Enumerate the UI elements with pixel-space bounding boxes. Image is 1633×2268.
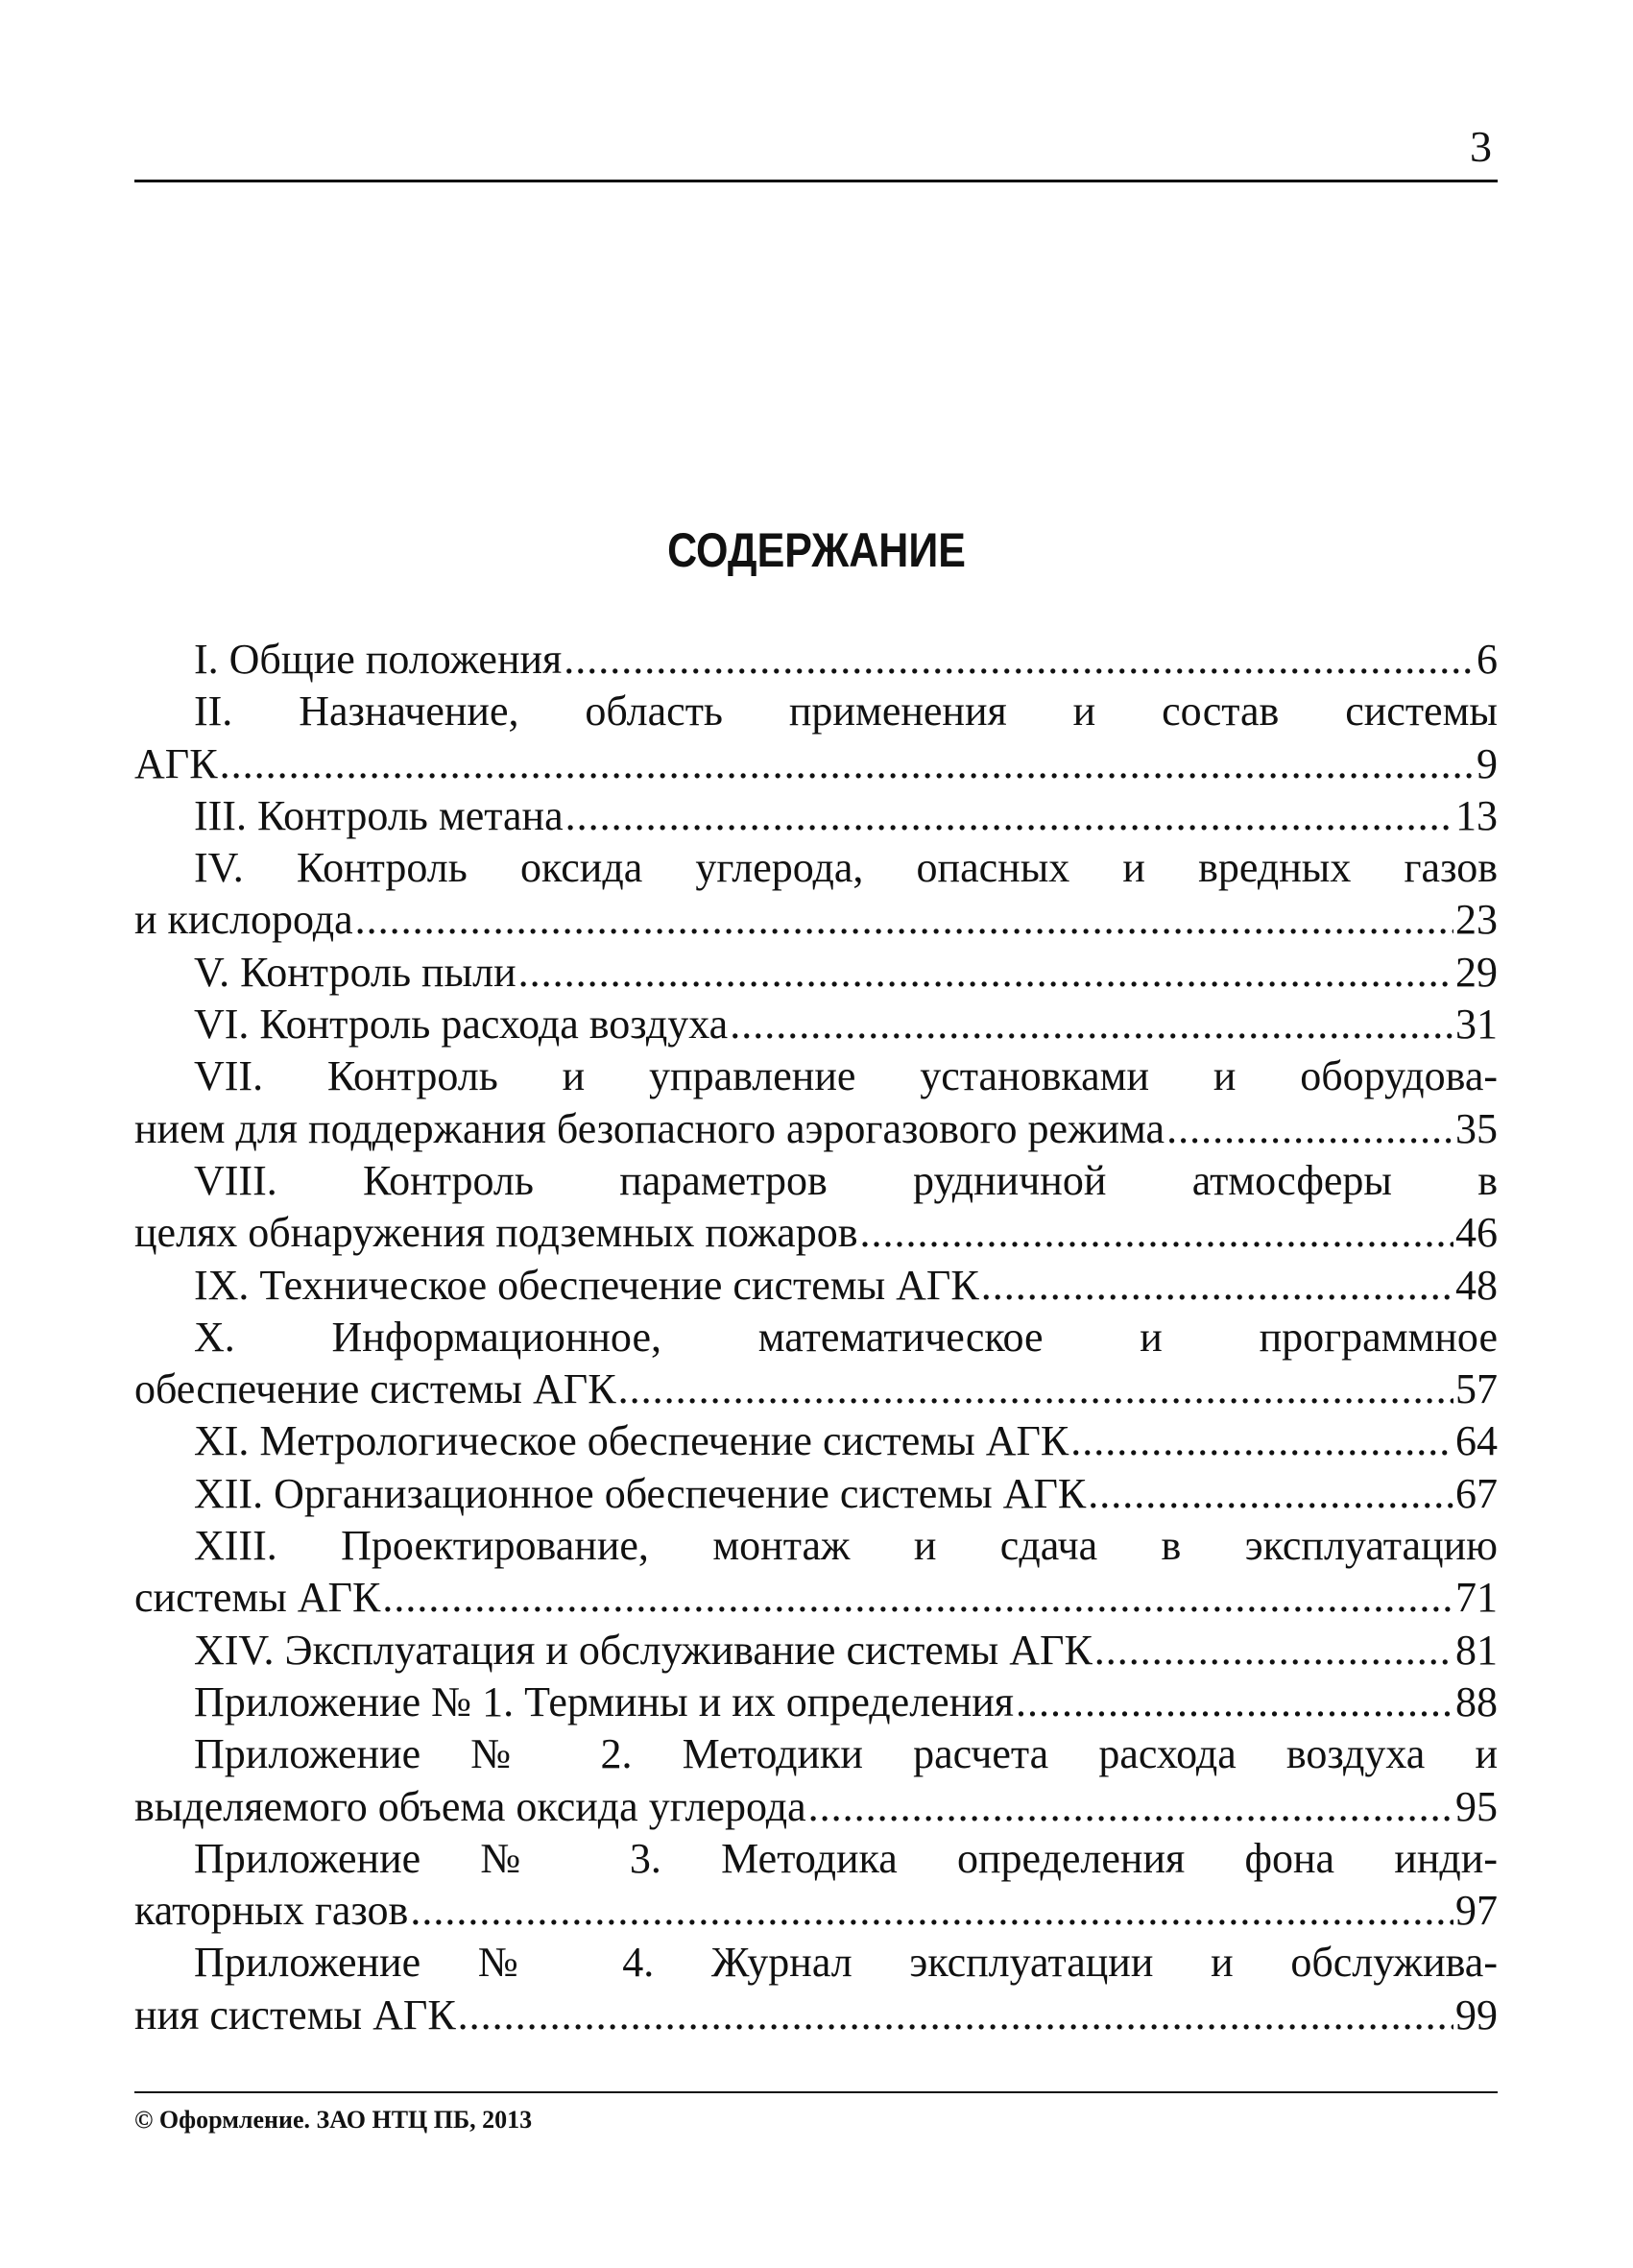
- toc-entry[interactable]: [134, 1260, 1498, 1312]
- dot-leader: [1094, 1625, 1453, 1677]
- toc-entry-line: [134, 947, 1498, 999]
- toc-page-number: 57: [1455, 1365, 1498, 1413]
- dot-leader: [730, 999, 1453, 1050]
- toc-page-number: 13: [1455, 791, 1498, 839]
- page-title: СОДЕРЖАНИЕ: [667, 523, 966, 577]
- toc-entry-title: обеспечение системы АГК: [134, 1365, 616, 1413]
- toc-entry-line: [134, 1625, 1498, 1677]
- toc-entry[interactable]: [134, 947, 1498, 999]
- dot-leader: [518, 947, 1453, 999]
- toc-entry-title: I. Общие положения: [194, 636, 563, 683]
- toc-entry-title: каторных газов: [134, 1887, 409, 1935]
- toc-page-number: 95: [1455, 1782, 1498, 1830]
- toc-entry-title-line: VIII. Контроль параметров рудничной атмосферы в: [194, 1156, 1498, 1204]
- toc-entry-line: [134, 1415, 1498, 1467]
- toc-entry-line: [134, 1885, 1498, 1937]
- dot-leader: [1016, 1677, 1453, 1728]
- toc-entry[interactable]: [134, 790, 1498, 842]
- toc-entry-title: ния системы АГК: [134, 1991, 456, 2039]
- toc-entry-line: [134, 1363, 1498, 1415]
- toc-entry-title-line: Приложение № 4. Журнал эксплуатации и обслужива-: [194, 1939, 1498, 1987]
- dot-leader: [565, 790, 1453, 842]
- toc-page-number: 99: [1455, 1991, 1498, 2039]
- dot-leader: [1070, 1415, 1453, 1467]
- toc-entry-line: [134, 790, 1498, 842]
- toc-page-number: 23: [1455, 896, 1498, 944]
- toc-entry-title-line: IV. Контроль оксида углерода, опасных и вредных газов: [194, 844, 1498, 892]
- table-of-contents: [134, 634, 1498, 2041]
- toc-entry-line: [134, 1468, 1498, 1520]
- toc-page-number: 35: [1455, 1104, 1498, 1152]
- toc-entry[interactable]: [134, 1415, 1498, 1467]
- toc-entry-title: VI. Контроль расхода воздуха: [194, 1001, 729, 1049]
- toc-page-number: 97: [1455, 1887, 1498, 1935]
- dot-leader: [618, 1363, 1453, 1415]
- dot-leader: [859, 1207, 1453, 1259]
- toc-entry-title-line: Приложение № 2. Методики расчета расхода воздуха и: [194, 1730, 1498, 1778]
- toc-entry[interactable]: [134, 1312, 1498, 1416]
- toc-entry-title: XI. Метрологическое обеспечение системы АГК: [194, 1417, 1069, 1465]
- header-rule: [134, 180, 1498, 182]
- toc-entry-title: системы АГК: [134, 1574, 381, 1622]
- footer-rule: [134, 2091, 1498, 2093]
- toc-entry-title: V. Контроль пыли: [194, 948, 516, 996]
- toc-page-number: 71: [1455, 1574, 1498, 1622]
- toc-entry-line: [134, 1572, 1498, 1624]
- toc-entry[interactable]: [134, 634, 1498, 686]
- toc-entry-line: [134, 1781, 1498, 1833]
- toc-entry-line: [134, 1207, 1498, 1259]
- toc-page-number: 64: [1455, 1417, 1498, 1465]
- dot-leader: [1088, 1468, 1453, 1520]
- dot-leader: [1166, 1103, 1453, 1155]
- toc-page-number: 46: [1455, 1209, 1498, 1257]
- toc-entry[interactable]: [134, 1050, 1498, 1155]
- toc-entry-title: выделяемого объема оксида углерода: [134, 1782, 806, 1830]
- dot-leader: [382, 1572, 1453, 1624]
- toc-entry-line: [134, 1260, 1498, 1312]
- dot-leader: [458, 1990, 1453, 2041]
- dot-leader: [355, 894, 1453, 946]
- toc-entry-title: III. Контроль метана: [194, 791, 564, 839]
- toc-entry[interactable]: [134, 1728, 1498, 1833]
- toc-page-number: 81: [1455, 1626, 1498, 1674]
- toc-entry-title-line: VII. Контроль и управление установками и оборудова-: [194, 1052, 1498, 1100]
- toc-page-number: 67: [1455, 1469, 1498, 1517]
- toc-entry[interactable]: [134, 1625, 1498, 1677]
- toc-entry-line: [134, 738, 1498, 790]
- toc-entry-title: АГК: [134, 739, 218, 787]
- toc-entry-line: [134, 999, 1498, 1050]
- toc-page-number: 9: [1477, 739, 1498, 787]
- toc-entry[interactable]: [134, 686, 1498, 790]
- toc-page-number: 6: [1477, 636, 1498, 683]
- dot-leader: [808, 1781, 1453, 1833]
- toc-entry[interactable]: [134, 842, 1498, 947]
- toc-entry-title: XIV. Эксплуатация и обслуживание системы АГК: [194, 1626, 1093, 1674]
- toc-entry-title: целях обнаружения подземных пожаров: [134, 1209, 858, 1257]
- toc-entry-title: Приложение № 1. Термины и их определения: [194, 1677, 1015, 1725]
- toc-page-number: 31: [1455, 1001, 1498, 1049]
- page-number: 3: [1470, 122, 1492, 171]
- toc-entry-title-line: II. Назначение, область применения и состав системы: [194, 688, 1498, 736]
- toc-entry-title-line: XIII. Проектирование, монтаж и сдача в эксплуатацию: [194, 1522, 1498, 1570]
- toc-entry-title: и кислорода: [134, 896, 353, 944]
- toc-entry[interactable]: [134, 1677, 1498, 1728]
- toc-entry-title: IX. Техническое обеспечение системы АГК: [194, 1261, 979, 1309]
- toc-entry[interactable]: [134, 1520, 1498, 1625]
- toc-entry[interactable]: [134, 1833, 1498, 1938]
- toc-entry-line: [134, 1103, 1498, 1155]
- toc-page-number: 48: [1455, 1261, 1498, 1309]
- toc-entry-title: XII. Организационное обеспечение системы АГК: [194, 1469, 1087, 1517]
- toc-entry-line: [134, 894, 1498, 946]
- toc-entry-title-line: X. Информационное, математическое и программное: [194, 1313, 1498, 1361]
- dot-leader: [220, 738, 1475, 790]
- toc-page-number: 88: [1455, 1677, 1498, 1725]
- copyright-footer: © Оформление. ЗАО НТЦ ПБ, 2013: [134, 2106, 533, 2134]
- dot-leader: [410, 1885, 1453, 1937]
- toc-entry-line: [134, 1990, 1498, 2041]
- dot-leader: [981, 1260, 1453, 1312]
- toc-entry[interactable]: [134, 1468, 1498, 1520]
- toc-entry[interactable]: [134, 1937, 1498, 2041]
- toc-page-number: 29: [1455, 948, 1498, 996]
- toc-entry-line: [134, 1677, 1498, 1728]
- dot-leader: [564, 634, 1475, 686]
- toc-entry-line: [134, 634, 1498, 686]
- toc-entry-title: нием для поддержания безопасного аэрогазового режима: [134, 1104, 1165, 1152]
- toc-entry-title-line: Приложение № 3. Методика определения фона инди-: [194, 1834, 1498, 1882]
- toc-entry[interactable]: [134, 999, 1498, 1050]
- toc-entry[interactable]: [134, 1155, 1498, 1260]
